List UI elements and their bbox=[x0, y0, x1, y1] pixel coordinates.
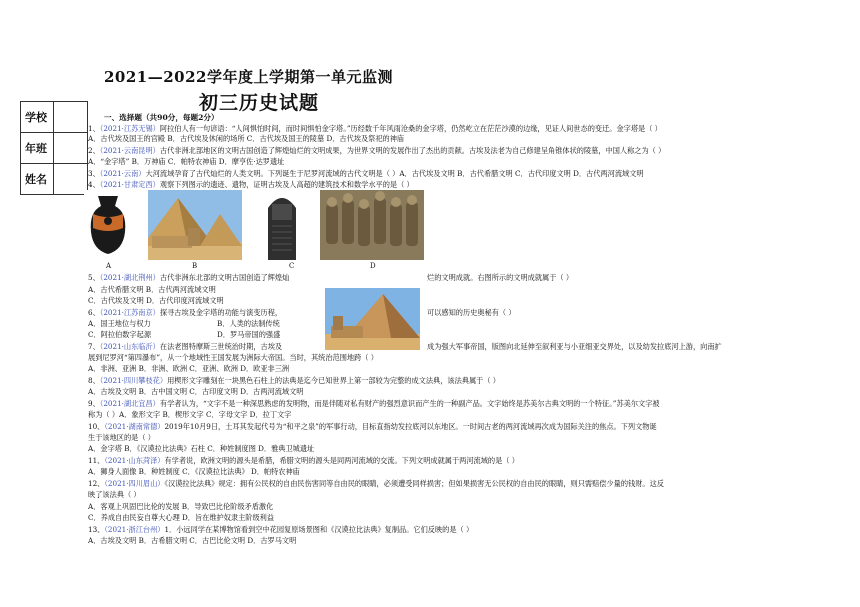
q-text: 探寻古埃及金字塔的功能与演变历程， bbox=[159, 308, 283, 317]
question-3 bbox=[88, 169, 644, 179]
q5-option-line-1: A．古代希腊文明 B．古代两河流域文明 bbox=[88, 285, 216, 294]
q-text: 用楔形文字雕刻在一块黑色石柱上的法典是迄今已知世界上第一部较为完整的成文法典，该法典属于（ ） bbox=[167, 376, 500, 385]
section-heading: 一、选择题（共90分，每题2分） bbox=[104, 113, 219, 122]
question-9 bbox=[88, 399, 660, 409]
question-13 bbox=[88, 525, 473, 535]
question-1-options: A．古代埃及国王的宫殿 B．古代埃及休闲的场所 C．古代埃及国王的陵墓 D．古代埃及祭祀的神庙 bbox=[88, 134, 405, 143]
q-text: 古代非洲东北部的文明古国创造了辉煌灿 bbox=[159, 273, 290, 282]
pyramid-sphinx-image bbox=[148, 190, 242, 260]
question-12-options-cd: C．养成自由民妄自尊大心理 D．旨在维护奴隶主阶级利益 bbox=[88, 513, 275, 522]
question-8-options: A．古埃及文明 B．古中国文明 C．古印度文明 D．古两河流域文明 bbox=[88, 387, 304, 396]
q-source: （2021·湖北荆州） bbox=[99, 273, 160, 282]
q-num: 13、 bbox=[88, 525, 105, 534]
image-label-d: D bbox=[370, 262, 376, 270]
q-text: 阿拉伯人有一句谚语：“人间惧怕时间，而时间惧怕金字塔。”历经数千年风雨沧桑的金字塔，仍然屹立在茫茫沙漠的边缘，见证人间世态的变迁。金字塔是（ ） bbox=[159, 124, 662, 133]
q-num: 8、 bbox=[88, 376, 100, 385]
hammurabi-stele-image bbox=[258, 190, 306, 260]
q-text: 有学者说，欧洲文明的源头是希腊，希腊文明的源头是同两河流域的交流。下列文明成就属于两河流域的是（ ） bbox=[164, 456, 519, 465]
q6-option-c: C．阿拉伯数字起源 bbox=[88, 330, 152, 339]
question-10-options: A．金字塔 B．《汉谟拉比法典》石柱 C．种姓制度图 D．雅典卫城遗址 bbox=[88, 444, 315, 453]
q-num: 10、 bbox=[88, 422, 105, 431]
name-field[interactable] bbox=[54, 164, 88, 195]
question-7-line2: 展到尼罗河“第四瀑布”，从一个地域性王国发展为洲际大帝国。当时，其统治范围地跨（ ） bbox=[88, 353, 378, 362]
question-12-line2: 映了该法典（ ） bbox=[88, 490, 141, 499]
q-text: 大河流域孕育了古代灿烂的人类文明。下列诞生于尼罗河流域的古代文明是（ ）A．古代埃及文明 B．古代希腊文明 C．古代印度文明 D．古代两河流域文明 bbox=[145, 169, 644, 178]
question-12 bbox=[88, 479, 664, 489]
q-num: 11、 bbox=[88, 456, 105, 465]
q-num: 7、 bbox=[88, 342, 100, 351]
q-source: （2021·江苏南京） bbox=[99, 308, 160, 317]
q-source: （2021·浙江台州） bbox=[104, 525, 165, 534]
question-6-cont: 可以感知的历史奥秘有（ ） bbox=[427, 308, 516, 317]
terracotta-army-image bbox=[320, 190, 424, 260]
question-4 bbox=[88, 180, 414, 190]
q-text: 《汉谟拉比法典》规定：拥有公民权的自由民伤害同等自由民的眼睛，必须遭受同样损害；但如果损害无公民权的自由民的眼睛，则只需赔偿少量的钱财。这反 bbox=[164, 479, 664, 488]
question-1 bbox=[88, 124, 662, 134]
q-source: （2021·湖南常德） bbox=[104, 422, 165, 431]
greek-amphora-image bbox=[84, 190, 132, 260]
question-6 bbox=[88, 308, 282, 318]
name-label: 姓名 bbox=[21, 164, 54, 195]
q-num: 4、 bbox=[88, 180, 100, 189]
question-7-options: A．非洲、亚洲 B．非洲、欧洲 C．亚洲、欧洲 D．欧亚非三洲 bbox=[88, 364, 290, 373]
question-7-cont: 成为强大军事帝国，版图向北延伸至叙利亚与小亚细亚交界处，以及幼发拉底河上游，向南扩 bbox=[427, 342, 722, 351]
question-10-line2: 生于该地区的是（ ） bbox=[88, 433, 155, 442]
question-2 bbox=[88, 146, 665, 156]
q-text: 有学者认为，“文字不是一种深思熟虑的发明物，而是伴随对私有财产的强烈意识而产生的一种副产品。文字始终是苏美尔古典文明的一个特征。”苏美尔文字被 bbox=[159, 399, 660, 408]
question-8 bbox=[88, 376, 500, 386]
q-text: 观察下列图示的遗迹、遗物，证明古埃及人高超的建筑技术和数学水平的是（ ） bbox=[159, 180, 414, 189]
q-source: （2021·山东临沂） bbox=[99, 342, 160, 351]
question-5 bbox=[88, 273, 289, 283]
exam-title: 2021—2022学年度上学期第一单元监测 bbox=[104, 68, 393, 86]
image-label-b: B bbox=[192, 262, 198, 270]
class-label: 年班 bbox=[21, 133, 54, 164]
q-num: 3、 bbox=[88, 169, 100, 178]
q-source: （2021·四川眉山） bbox=[104, 479, 165, 488]
q6-option-b: B．人类的法制传统 bbox=[217, 319, 280, 328]
q-text: 古代非洲北部地区的文明古国创造了辉煌灿烂的文明成果，为世界文明的发展作出了杰出的贡献。古埃及法老为自己修建呈角锥体状的陵墓，中国人称之为（ ） bbox=[159, 146, 666, 155]
q-source: （2021·云南昆明） bbox=[99, 146, 160, 155]
school-label: 学校 bbox=[21, 102, 54, 133]
q-text: 1．小远同学在某博物馆看到空中花园复原场景图和《汉谟拉比法典》复制品。它们反映的是（ ） bbox=[164, 525, 474, 534]
q-num: 2、 bbox=[88, 146, 100, 155]
pyramid-image bbox=[325, 288, 420, 350]
q-source: （2021·甘肃定西） bbox=[99, 180, 160, 189]
image-label-a: A bbox=[106, 262, 112, 270]
q6-option-d: D．罗马帝国的强盛 bbox=[217, 330, 281, 339]
q-text: 在法老图特摩斯三世统治时期，古埃及 bbox=[159, 342, 283, 351]
question-7 bbox=[88, 342, 282, 352]
q-text: 2019年10月9日，土耳其发起代号为“和平之泉”的军事行动，目标直指幼发拉底河以东地区。一时间古老的两河流域再次成为国际关注的焦点。下列文物诞 bbox=[164, 422, 657, 431]
question-2-options: A．“金字塔” B．万神庙 C．帕特农神庙 D．摩亨佐·达罗遗址 bbox=[88, 157, 285, 166]
q-source: （2021·湖北宜昌） bbox=[99, 399, 160, 408]
q-num: 12、 bbox=[88, 479, 105, 488]
question-10 bbox=[88, 422, 657, 432]
q-source: （2021·山东菏泽） bbox=[104, 456, 165, 465]
q-num: 1、 bbox=[88, 124, 100, 133]
q-num: 5、 bbox=[88, 273, 100, 282]
question-12-options-ab: A．客观上巩固巴比伦的发展 B．导致巴比伦阶级矛盾激化 bbox=[88, 502, 274, 511]
school-field[interactable] bbox=[54, 102, 88, 133]
image-label-c: C bbox=[289, 262, 295, 270]
q6-option-a: A．国王地位与权力 bbox=[88, 319, 151, 328]
q-source: （2021·云南） bbox=[99, 169, 146, 178]
q-source: （2021·江苏无锡） bbox=[99, 124, 160, 133]
q-num: 9、 bbox=[88, 399, 100, 408]
question-13-options: A．古埃及文明 B．古希腊文明 C．古巴比伦文明 D．古罗马文明 bbox=[88, 536, 297, 545]
exam-subtitle: 初三历史试题 bbox=[199, 92, 320, 114]
question-9-options: 称为（ ）A．象形文字 B．楔形文字 C．字母文字 D．拉丁文字 bbox=[88, 410, 292, 419]
question-5-cont: 烂的文明成就。右图所示的文明成就属于（ ） bbox=[427, 273, 574, 282]
student-info-table bbox=[20, 101, 88, 195]
question-11 bbox=[88, 456, 519, 466]
q-num: 6、 bbox=[88, 308, 100, 317]
question-11-options: A．狮身人面像 B．种姓制度 C．《汉谟拉比法典》 D．帕特农神庙 bbox=[88, 467, 300, 476]
q5-option-line-2: C．古代埃及文明 D．古代印度河流域文明 bbox=[88, 296, 224, 305]
q-source: （2021·四川攀枝花） bbox=[99, 376, 168, 385]
class-field[interactable] bbox=[54, 133, 88, 164]
